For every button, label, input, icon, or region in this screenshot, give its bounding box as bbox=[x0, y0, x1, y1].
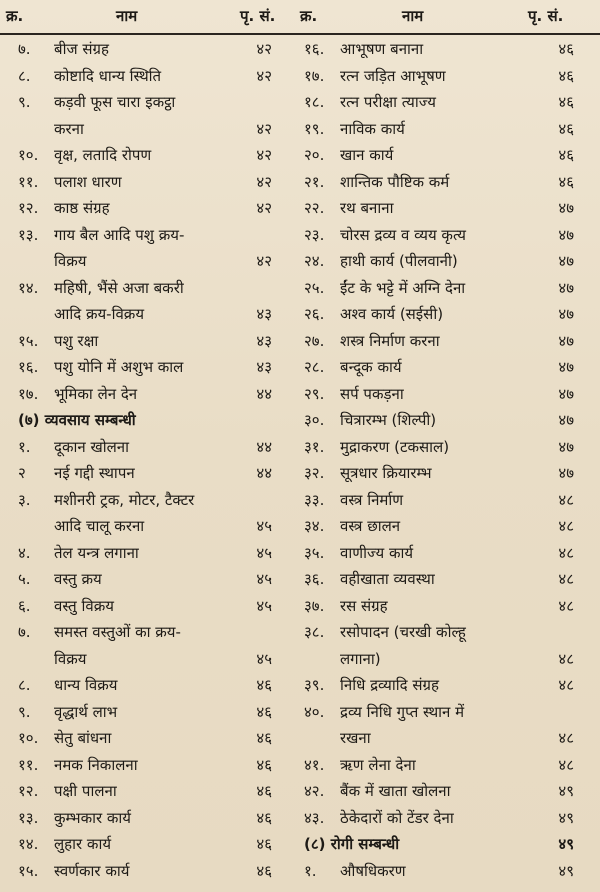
entry-page-number: ४६ bbox=[256, 861, 272, 880]
entry-title: बन्दूक कार्य bbox=[340, 358, 402, 376]
index-entry bbox=[300, 540, 600, 567]
entry-page-number: ४६ bbox=[558, 146, 574, 164]
entry-title: काष्ठ संग्रह bbox=[54, 199, 110, 217]
entry-title: चोरस द्रव्य व व्यय कृत्य bbox=[340, 225, 466, 244]
entry-title: तेल यन्त्र लगाना bbox=[54, 543, 139, 562]
entry-title: रखना bbox=[340, 729, 371, 747]
entry-number: १६. bbox=[18, 358, 39, 376]
entry-number: ६. bbox=[18, 596, 31, 615]
entry-page-number: ४४ bbox=[256, 437, 272, 456]
entry-page-number: ४६ bbox=[256, 835, 272, 853]
entry-title: वस्त्र छालन bbox=[340, 517, 401, 535]
entry-title: आदि चालू करना bbox=[54, 517, 145, 535]
entry-page-number: ४२ bbox=[256, 172, 272, 191]
entry-number: ५. bbox=[18, 570, 31, 588]
entry-number: ९. bbox=[18, 702, 31, 721]
entry-number: ३४. bbox=[304, 517, 325, 535]
entry-page-number: ४९ bbox=[558, 861, 574, 880]
entry-title: अश्व कार्य (सईसी) bbox=[340, 305, 444, 323]
entry-number: १४. bbox=[18, 835, 39, 853]
index-entry bbox=[0, 672, 300, 699]
index-entry bbox=[0, 434, 300, 461]
entry-page-number: ४४ bbox=[256, 464, 272, 482]
entry-number: १. bbox=[18, 437, 31, 456]
index-entry bbox=[300, 778, 600, 805]
index-entry bbox=[0, 566, 300, 593]
index-entry bbox=[0, 725, 300, 752]
entry-title: कड़वी फूस चारा इकट्ठा bbox=[54, 93, 176, 111]
entry-page-number: ४७ bbox=[558, 278, 574, 297]
entry-number: ३८. bbox=[304, 623, 325, 641]
entry-title: स्वर्णकार कार्य bbox=[54, 861, 130, 880]
index-entry bbox=[0, 142, 300, 169]
index-entry bbox=[300, 699, 600, 726]
entry-page-number: ४६ bbox=[256, 729, 272, 747]
entry-title: रथ बनाना bbox=[340, 199, 394, 217]
index-entry bbox=[300, 513, 600, 540]
entry-number: ७. bbox=[18, 40, 31, 58]
entry-title: धान्य विक्रय bbox=[54, 676, 118, 694]
entry-page-number: ४२ bbox=[256, 119, 272, 138]
entry-number: २३. bbox=[304, 225, 325, 244]
index-entry bbox=[300, 248, 600, 275]
entry-page-number: ४७ bbox=[558, 384, 574, 403]
entry-page-number: ४७ bbox=[558, 437, 574, 456]
entry-title: शस्त्र निर्माण करना bbox=[340, 331, 440, 350]
entry-page-number: ४९ bbox=[558, 808, 574, 827]
entry-number: ३६. bbox=[304, 570, 325, 588]
entry-page-number: ४६ bbox=[256, 755, 272, 774]
index-entry bbox=[0, 381, 300, 408]
index-entry bbox=[0, 169, 300, 196]
entry-page-number: ४७ bbox=[558, 464, 574, 482]
entry-title: वहीखाता व्यवस्था bbox=[340, 570, 435, 588]
left-column bbox=[0, 36, 300, 884]
entry-page-number: ४८ bbox=[558, 755, 574, 774]
entry-number: ४०. bbox=[304, 702, 325, 721]
entry-title: रस संग्रह bbox=[340, 596, 388, 615]
entry-page-number: ४६ bbox=[558, 93, 574, 111]
index-entry bbox=[0, 487, 300, 514]
entry-page-number: ४५ bbox=[256, 649, 272, 668]
index-entry bbox=[0, 460, 300, 487]
entry-number: ३१. bbox=[304, 437, 325, 456]
entry-number: १. bbox=[304, 861, 317, 880]
index-entry bbox=[300, 89, 600, 116]
entry-title: मशीनरी ट्रक, मोटर, टैक्टर bbox=[54, 490, 195, 509]
entry-page-number: ४६ bbox=[558, 172, 574, 191]
entry-page-number: ४८ bbox=[558, 676, 574, 694]
entry-page-number: ४६ bbox=[256, 702, 272, 721]
entry-number: २ bbox=[18, 464, 26, 482]
entry-title: सूत्रधार क्रियारम्भ bbox=[340, 464, 432, 482]
entry-title: विक्रय bbox=[54, 252, 87, 270]
entry-title: सेतु बांधना bbox=[54, 729, 112, 747]
entry-number: २४. bbox=[304, 252, 325, 270]
entry-page-number: ४७ bbox=[558, 199, 574, 217]
entry-title: ठेकेदारों को टेंडर देना bbox=[340, 808, 454, 827]
entry-page-number: ४५ bbox=[256, 596, 272, 615]
index-entry bbox=[0, 831, 300, 858]
entry-title: पशु योनि में अशुभ काल bbox=[54, 358, 184, 376]
entry-title: नमक निकालना bbox=[54, 755, 138, 774]
entry-page-number: ४८ bbox=[558, 517, 574, 535]
index-entry bbox=[0, 513, 300, 540]
entry-title: वस्तु विक्रय bbox=[54, 596, 114, 615]
index-entry bbox=[300, 619, 600, 646]
entry-page-number: ४८ bbox=[558, 543, 574, 562]
entry-number: १२. bbox=[18, 199, 39, 217]
entry-page-number: ४८ bbox=[558, 570, 574, 588]
entry-number: २१. bbox=[304, 172, 325, 191]
index-entry bbox=[0, 646, 300, 673]
header-page-left: पृ. सं. bbox=[240, 7, 276, 25]
index-entry bbox=[300, 195, 600, 222]
entry-title: हाथी कार्य (पीलवानी) bbox=[340, 252, 458, 270]
index-entry bbox=[0, 195, 300, 222]
entry-page-number: ४८ bbox=[558, 596, 574, 615]
entry-title: विक्रय bbox=[54, 649, 87, 668]
section-title: (७) व्यवसाय सम्बन्धी bbox=[18, 411, 136, 429]
entry-number: १०. bbox=[18, 146, 39, 164]
right-column bbox=[300, 36, 600, 884]
entry-number: ४. bbox=[18, 543, 31, 562]
index-entry bbox=[300, 752, 600, 779]
entry-title: बैंक में खाता खोलना bbox=[340, 782, 451, 800]
entry-number: ४२. bbox=[304, 782, 325, 800]
header-page-right: पृ. सं. bbox=[528, 7, 564, 25]
index-entry bbox=[300, 407, 600, 434]
entry-number: ८. bbox=[18, 676, 31, 694]
entry-page-number: ४४ bbox=[256, 384, 272, 403]
index-entry bbox=[300, 63, 600, 90]
entry-page-number: ४८ bbox=[558, 649, 574, 668]
section-title: (८) रोगी सम्बन्धी bbox=[304, 835, 400, 853]
entry-page-number: ४९ bbox=[558, 835, 574, 853]
entry-number: ३९. bbox=[304, 676, 325, 694]
entry-title: रत्न जड़ित आभूषण bbox=[340, 66, 446, 85]
index-entry bbox=[300, 805, 600, 832]
entry-number: ४३. bbox=[304, 808, 325, 827]
entry-page-number: ४२ bbox=[256, 146, 272, 164]
entry-page-number: ४३ bbox=[256, 358, 272, 376]
table-header bbox=[0, 0, 600, 34]
entry-number: ४१. bbox=[304, 755, 325, 774]
index-entry bbox=[300, 725, 600, 752]
entry-number: २७. bbox=[304, 331, 325, 350]
entry-title: निधि द्रव्यादि संग्रह bbox=[340, 676, 439, 694]
header-rule bbox=[0, 33, 600, 35]
entry-number: १४. bbox=[18, 278, 39, 297]
entry-title: नई गद्दी स्थापन bbox=[54, 464, 135, 482]
section-heading bbox=[0, 407, 300, 434]
entry-title: वस्त्र निर्माण bbox=[340, 490, 404, 509]
entry-page-number: ४६ bbox=[256, 676, 272, 694]
entry-title: चित्रारम्भ (शिल्पी) bbox=[340, 411, 437, 429]
entry-title: वृद्धार्थ लाभ bbox=[54, 702, 118, 721]
entry-title: द्रव्य निधि गुप्त स्थान में bbox=[340, 702, 465, 721]
index-entry bbox=[0, 593, 300, 620]
entry-number: १५. bbox=[18, 861, 39, 880]
entry-title: वाणीज्य कार्य bbox=[340, 543, 414, 562]
index-entry bbox=[300, 169, 600, 196]
index-entry bbox=[0, 116, 300, 143]
index-entry bbox=[300, 434, 600, 461]
entry-title: लुहार कार्य bbox=[54, 835, 112, 853]
entry-number: २५. bbox=[304, 278, 325, 297]
index-entry bbox=[0, 540, 300, 567]
entry-number: १७. bbox=[18, 384, 39, 403]
index-entry bbox=[300, 328, 600, 355]
entry-title: करना bbox=[54, 119, 84, 138]
index-entry bbox=[0, 301, 300, 328]
entry-title: रत्न परीक्षा त्याज्य bbox=[340, 93, 436, 111]
entry-page-number: ४२ bbox=[256, 66, 272, 85]
entry-title: पशु रक्षा bbox=[54, 331, 99, 350]
entry-title: बीज संग्रह bbox=[54, 40, 109, 58]
entry-number: ८. bbox=[18, 66, 31, 85]
entry-number: २९. bbox=[304, 384, 325, 403]
section-heading bbox=[300, 831, 600, 858]
index-entry bbox=[0, 222, 300, 249]
index-entry bbox=[300, 36, 600, 63]
entry-page-number: ४७ bbox=[558, 411, 574, 429]
entry-number: २०. bbox=[304, 146, 325, 164]
entry-page-number: ४५ bbox=[256, 570, 272, 588]
entry-title: रसोपादन (चरखी कोल्हू bbox=[340, 623, 466, 641]
entry-page-number: ४५ bbox=[256, 517, 272, 535]
index-entry bbox=[300, 301, 600, 328]
entry-number: ९. bbox=[18, 93, 31, 111]
entry-page-number: ४७ bbox=[558, 358, 574, 376]
entry-title: समस्त वस्तुओं का क्रय- bbox=[54, 623, 181, 641]
index-entry bbox=[300, 354, 600, 381]
entry-title: ऋण लेना देना bbox=[340, 755, 416, 774]
entry-number: ७. bbox=[18, 623, 31, 641]
index-entry bbox=[0, 778, 300, 805]
entry-page-number: ४२ bbox=[256, 252, 272, 270]
entry-title: दूकान खोलना bbox=[54, 437, 129, 456]
entry-number: १७. bbox=[304, 66, 325, 85]
entry-page-number: ४७ bbox=[558, 225, 574, 244]
entry-number: ११. bbox=[18, 172, 39, 191]
index-entry bbox=[0, 36, 300, 63]
index-entry bbox=[300, 222, 600, 249]
entry-title: पक्षी पालना bbox=[54, 782, 117, 800]
entry-title: महिषी, भैंसे अजा बकरी bbox=[54, 278, 184, 297]
entry-title: सर्प पकड़ना bbox=[340, 384, 404, 403]
index-entry bbox=[0, 619, 300, 646]
entry-number: ११. bbox=[18, 755, 39, 774]
entry-page-number: ४९ bbox=[558, 782, 574, 800]
entry-number: ३७. bbox=[304, 596, 325, 615]
entry-title: आभूषण बनाना bbox=[340, 40, 424, 58]
entry-page-number: ४७ bbox=[558, 305, 574, 323]
index-entry bbox=[300, 593, 600, 620]
entry-page-number: ४७ bbox=[558, 331, 574, 350]
entry-page-number: ४२ bbox=[256, 199, 272, 217]
entry-page-number: ४६ bbox=[558, 119, 574, 138]
entry-page-number: ४३ bbox=[256, 331, 272, 350]
entry-number: ३२. bbox=[304, 464, 325, 482]
entry-page-number: ४२ bbox=[256, 40, 272, 58]
entry-title: लगाना) bbox=[340, 649, 381, 668]
entry-number: २८. bbox=[304, 358, 325, 376]
index-entry bbox=[300, 646, 600, 673]
entry-title: औषधिकरण bbox=[340, 861, 406, 880]
entry-title: वस्तु क्रय bbox=[54, 570, 102, 588]
entry-number: ३३. bbox=[304, 490, 325, 509]
entry-number: ३५. bbox=[304, 543, 325, 562]
index-entry bbox=[300, 672, 600, 699]
entry-page-number: ४६ bbox=[256, 782, 272, 800]
entry-title: कोष्टादि धान्य स्थिति bbox=[54, 66, 162, 85]
entry-number: १३. bbox=[18, 225, 39, 244]
entry-number: १९. bbox=[304, 119, 325, 138]
entry-number: १८. bbox=[304, 93, 325, 111]
entry-page-number: ४८ bbox=[558, 729, 574, 747]
index-entry bbox=[0, 858, 300, 885]
index-entry bbox=[300, 460, 600, 487]
entry-number: १६. bbox=[304, 40, 325, 58]
index-entry bbox=[300, 142, 600, 169]
index-entry bbox=[300, 116, 600, 143]
entry-title: वृक्ष, लतादि रोपण bbox=[54, 146, 152, 164]
entry-title: पलाश धारण bbox=[54, 172, 122, 191]
header-serial-left: क्र. bbox=[6, 7, 24, 25]
entry-page-number: ४७ bbox=[558, 252, 574, 270]
index-entry bbox=[0, 63, 300, 90]
header-name-left: नाम bbox=[116, 7, 138, 25]
index-entry bbox=[0, 699, 300, 726]
entry-page-number: ४३ bbox=[256, 305, 272, 323]
entry-number: १५. bbox=[18, 331, 39, 350]
entry-number: ३०. bbox=[304, 411, 325, 429]
entry-number: २६. bbox=[304, 305, 325, 323]
entry-title: कुम्भकार कार्य bbox=[54, 808, 131, 827]
index-entry bbox=[0, 328, 300, 355]
entry-number: १०. bbox=[18, 729, 39, 747]
entry-page-number: ४६ bbox=[558, 66, 574, 85]
entry-title: शान्तिक पौष्टिक कर्म bbox=[340, 172, 450, 191]
entry-title: मुद्राकरण (टकसाल) bbox=[340, 437, 450, 456]
entry-title: ईंट के भट्टे में अग्नि देना bbox=[340, 278, 466, 297]
index-entry bbox=[0, 248, 300, 275]
entry-number: ३. bbox=[18, 490, 31, 509]
entry-title: खान कार्य bbox=[340, 146, 394, 164]
index-entry bbox=[300, 487, 600, 514]
header-name-right: नाम bbox=[402, 7, 424, 25]
entry-title: भूमिका लेन देन bbox=[54, 384, 138, 403]
index-entry bbox=[300, 381, 600, 408]
entry-number: १२. bbox=[18, 782, 39, 800]
index-entry bbox=[0, 275, 300, 302]
entry-title: नाविक कार्य bbox=[340, 119, 405, 138]
index-entry bbox=[0, 89, 300, 116]
index-entry bbox=[300, 275, 600, 302]
index-entry bbox=[0, 752, 300, 779]
entry-number: १३. bbox=[18, 808, 39, 827]
entry-page-number: ४६ bbox=[558, 40, 574, 58]
entry-title: आदि क्रय-विक्रय bbox=[54, 305, 145, 323]
entry-page-number: ४८ bbox=[558, 490, 574, 509]
header-serial-right: क्र. bbox=[300, 7, 318, 25]
index-entry bbox=[300, 566, 600, 593]
index-entry bbox=[0, 805, 300, 832]
entry-title: गाय बैल आदि पशु क्रय- bbox=[54, 225, 185, 244]
entry-page-number: ४५ bbox=[256, 543, 272, 562]
entry-page-number: ४६ bbox=[256, 808, 272, 827]
index-entry bbox=[300, 858, 600, 885]
entry-number: २२. bbox=[304, 199, 325, 217]
index-entry bbox=[0, 354, 300, 381]
